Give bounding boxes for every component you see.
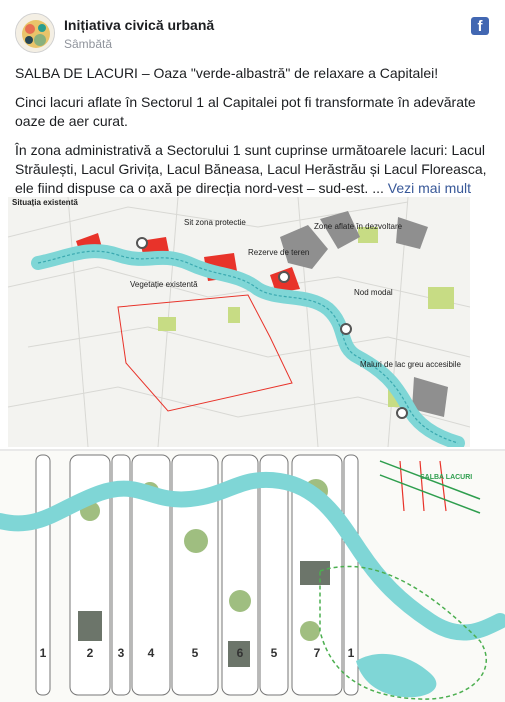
label-vegetatie: Vegetație existentă bbox=[130, 280, 198, 289]
section-number-6: 6 bbox=[236, 646, 244, 660]
post-paragraph-1: SALBA DE LACURI – Oaza "verde-albastră" de relaxare a Capitalei! bbox=[15, 65, 439, 81]
post-date[interactable]: Sâmbătă bbox=[64, 37, 113, 51]
map-title: Situația existentă bbox=[12, 198, 78, 207]
section-number-4: 4 bbox=[147, 646, 155, 660]
post-header bbox=[0, 0, 505, 62]
section-number-1a: 1 bbox=[39, 646, 47, 660]
page-name-link[interactable]: Inițiativa civică urbană bbox=[64, 17, 215, 33]
post-paragraph-3 bbox=[15, 141, 493, 198]
post-image[interactable] bbox=[0, 197, 505, 702]
page-avatar[interactable] bbox=[15, 13, 55, 53]
section-number-1b: 1 bbox=[347, 646, 355, 660]
section-number-5b: 5 bbox=[270, 646, 278, 660]
avatar-image bbox=[16, 14, 55, 53]
salba-label: SALBA LACURI bbox=[420, 474, 473, 481]
label-sit: Sit zona protectie bbox=[184, 218, 246, 227]
label-zone: Zone aflate în dezvoltare bbox=[314, 222, 403, 231]
lake-chain-diagram bbox=[0, 451, 505, 702]
facebook-icon: f bbox=[471, 17, 489, 35]
post-paragraph-2: Cinci lacuri aflate în Sectorul 1 al Capitalei pot fi transformate în adevărate oaze de aer curat. bbox=[15, 94, 476, 129]
section-number-2: 2 bbox=[86, 646, 94, 660]
section-number-7: 7 bbox=[313, 646, 321, 660]
existing-situation-map bbox=[8, 197, 470, 447]
label-rezerve: Rezerve de teren bbox=[248, 248, 310, 257]
label-maluri: Maluri de lac greu accesibile bbox=[360, 360, 461, 369]
section-number-3: 3 bbox=[117, 646, 125, 660]
post-paragraph-3-text: În zona administrativă a Sectorului 1 sunt cuprinse următoarele lacuri: Lacul Străulești, Lacul Grivița, Lacul Băneasa, Lacul Herăstrău și Lacul Floreasca, ele fiind dispuse ca o axă pe direcția nord-vest – sud-est. ... bbox=[15, 142, 487, 196]
label-nod: Nod modal bbox=[354, 288, 393, 297]
post-text bbox=[15, 64, 493, 198]
section-number-5a: 5 bbox=[191, 646, 199, 660]
see-more-link[interactable]: Vezi mai mult bbox=[387, 180, 472, 196]
